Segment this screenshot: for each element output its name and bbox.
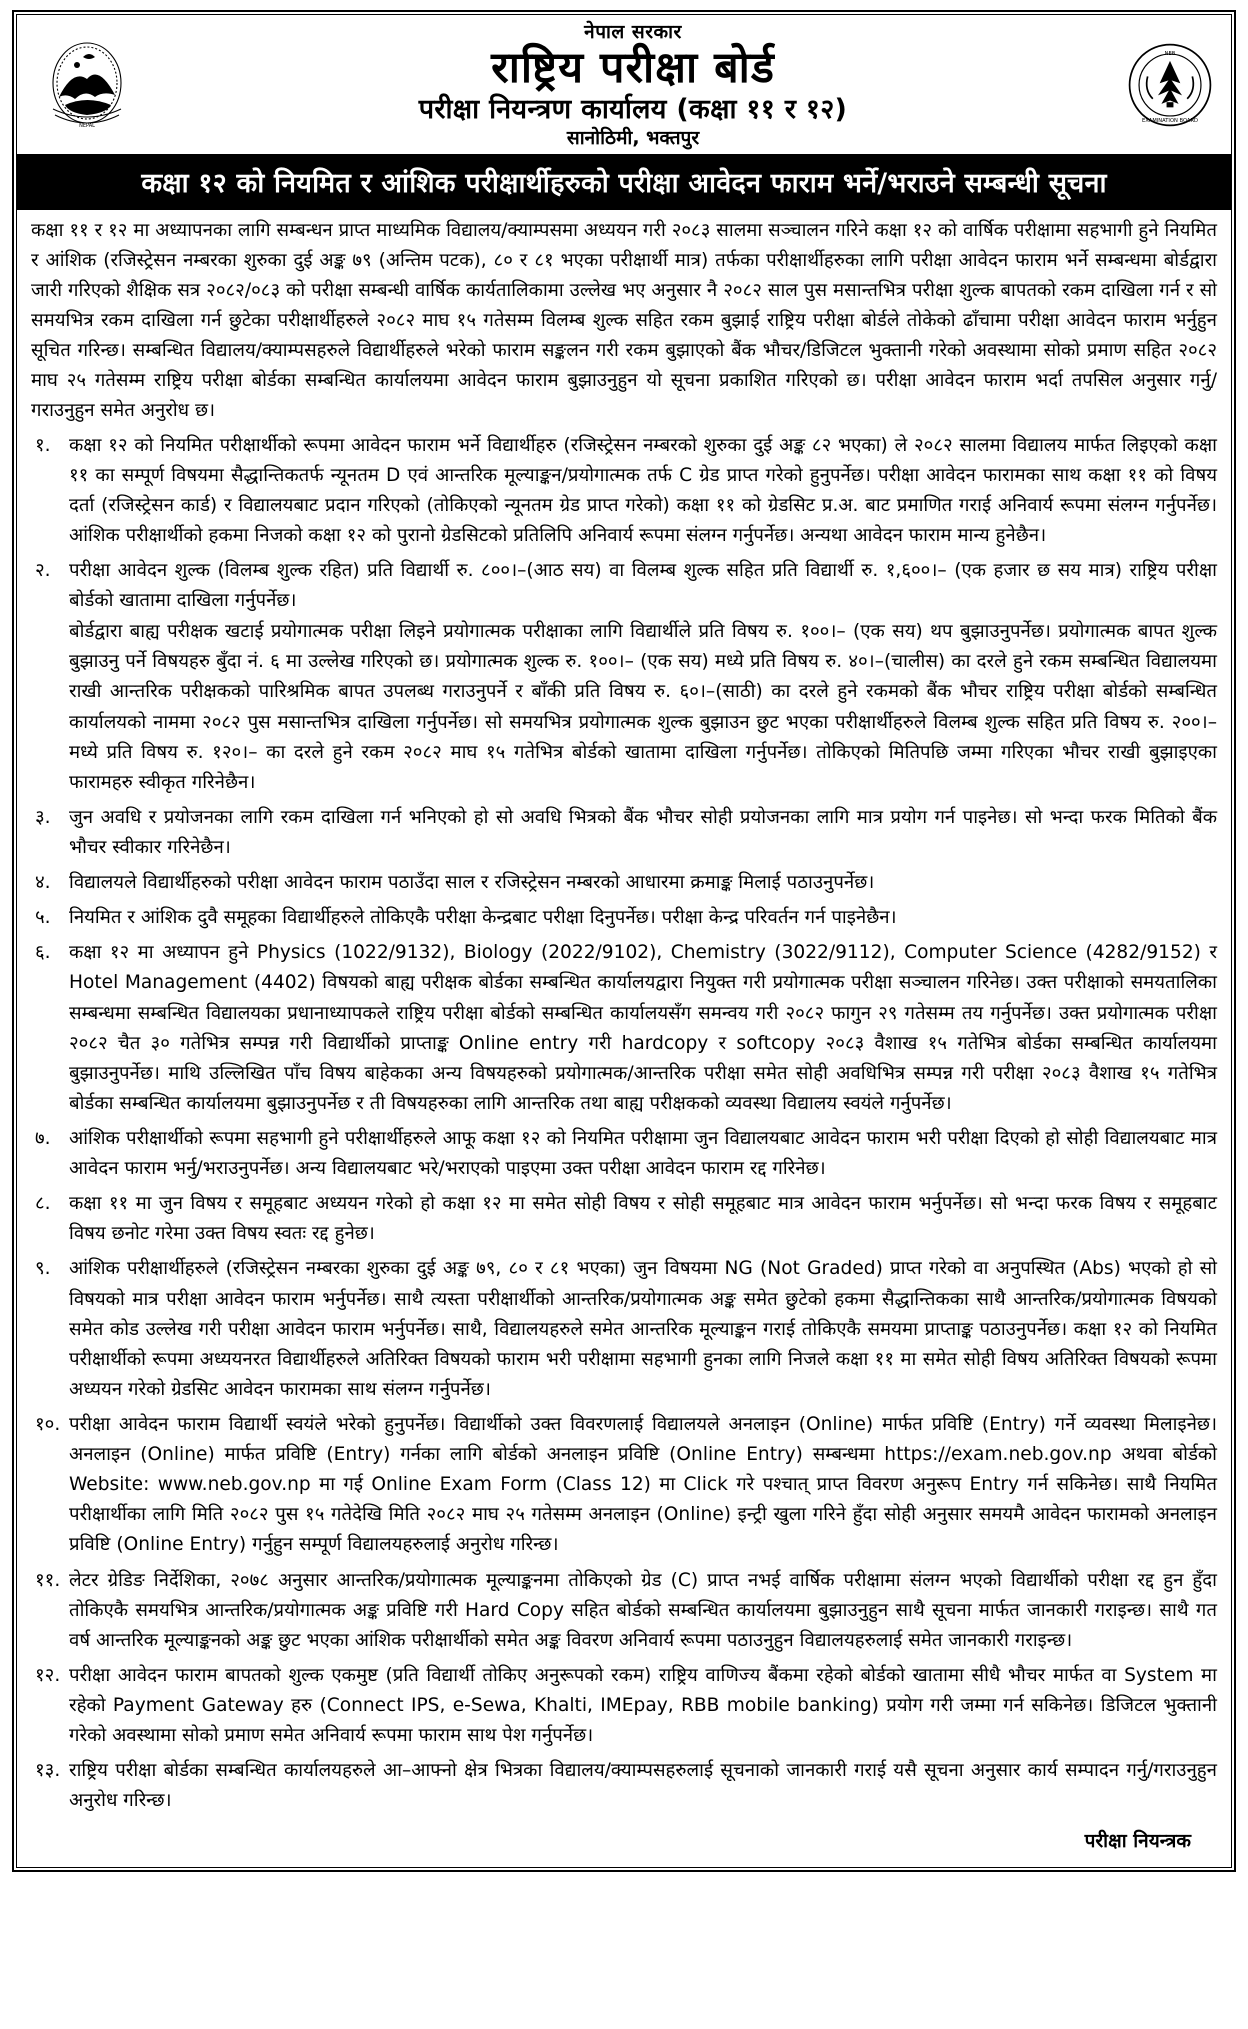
clause-paragraph: बोर्डद्वारा बाह्य परीक्षक खटाई प्रयोगात्मक परीक्षा लिइने प्रयोगात्मक परीक्षाका लागि विद्यार्थीले प्रति विषय रु. १००।– (एक सय) थप बुझाउनुपर्नेछ। प्रयोगात्मक बापत शुल्क बुझाउनु पर्ने विषयहरु बुँदा नं. ६ मा उल्लेख गरिएको छ। प्रयोगात्मक शुल्क रु. १००।– (एक सय) मध्ये प्रति विषय रु. ४०।–(चालीस) का दरले हुने रकम सम्बन्धित विद्यालयमा राखी आन्तरिक परीक्षकको पारिश्रमिक बापत उपलब्ध गराउनुपर्ने र बाँकी प्रति विषय रु. ६०।–(साठी) का दरले हुने रकमको बैंक भौचर राष्ट्रिय परीक्षा बोर्डको सम्बन्धित कार्यालयको नाममा २०८२ पुस मसान्तभित्र दाखिला गर्नुपर्नेछ। सो समयभित्र प्रयोगात्मक शुल्क बुझाउन छुट भएका परीक्षार्थीहरुले विलम्ब शुल्क सहित प्रति विषय रु. २००।– मध्ये प्रति विषय रु. १२०।– का दरले हुने रकम २०८२ माघ १५ गतेभित्र बोर्डको खातामा दाखिला गर्नुपर्नेछ। तोकिएको मितिपछि जम्मा गरिएका भौचर राखी बुझाइएका फारामहरु स्वीकृत गरिनेछैन। [69,621,1217,793]
notice-clause [31,868,1217,899]
nepal-government-emblem-icon [35,33,139,137]
clause-paragraph: कक्षा ११ मा जुन विषय र समूहबाट अध्ययन गरेको हो कक्षा १२ मा समेत सोही विषय र सोही समूहबाट मात्र आवेदन फाराम भर्नुपर्नेछ। सो भन्दा फरक विषय र समूहबाट विषय छनोट गरेमा उक्त विषय स्वतः रद्द हुनेछ। [69,1193,1217,1245]
signature-line: परीक्षा नियन्त्रक [1084,1830,1191,1853]
notice-clause [31,556,1217,799]
notice-clause [31,803,1217,864]
clause-number: १०. [35,1413,61,1435]
clause-text [69,868,1217,899]
svg-text:NEPAL: NEPAL [79,123,95,130]
clause-paragraph: परीक्षा आवेदन फाराम बापतको शुल्क एकमुष्ट (प्रति विद्यार्थी तोकिए अनुरूपको रकम) राष्ट्रिय वाणिज्य बैंकमा रहेको बोर्डको खातामा सीधै भौचर मार्फत वा System मा रहेको Payment Gateway हरु (Connect IPS, e-Sewa, Khalti, IMEpay, RBB mobile banking) प्रयोग गरी जम्मा गर्न सकिनेछ। डिजिटल भुक्तानी गरेको अवस्थामा सोको प्रमाण समेत अनिवार्य रूपमा फाराम साथ पेश गर्नुपर्नेछ। [69,1664,1217,1747]
document-inner-border [16,14,1232,1868]
header-titles [139,21,1127,150]
clause-paragraph: परीक्षा आवेदन फाराम विद्यार्थी स्वयंले भरेको हुनुपर्नेछ। विद्यार्थीको उक्त विवरणलाई विद्यालयले अनलाइन (Online) मार्फत प्रविष्टि (Entry) गर्ने व्यवस्था मिलाइनेछ। अनलाइन (Online) मार्फत प्रविष्टि (Entry) गर्नका लागि बोर्डको अनलाइन प्रविष्टि (Online Entry) सम्बन्धमा https://exam.neb.gov.np अथवा बोर्डको Website: www.neb.gov.np मा गई Online Exam Form (Class 12) मा Click गरे पश्चात् प्राप्त विवरण अनुरूप Entry गर्न सकिनेछ। साथै नियमित परीक्षार्थीका लागि मिति २०८२ पुस १५ गतेदेखि मिति २०८२ माघ २५ गतेसम्म अनलाइन (Online) इन्ट्री खुला गरिने हुँदा सोही अनुसार समयमै आवेदन फारामको अनलाइन प्रविष्टि (Online Entry) गर्नुहुन सम्पूर्ण विद्यालयहरुलाई अनुरोध गरिन्छ। [69,1413,1217,1556]
clause-paragraph: जुन अवधि र प्रयोजनका लागि रकम दाखिला गर्न भनिएको हो सो अवधि भित्रको बैंक भौचर सोही प्रयोजनका लागि मात्र प्रयोग गर्न पाइनेछ। सो भन्दा फरक मितिको बैंक भौचर स्वीकार गरिनेछैन। [69,806,1217,859]
clause-number: १३. [35,1760,61,1782]
government-line: नेपाल सरकार [584,21,682,43]
notice-clause [31,1254,1217,1406]
clause-text [69,903,1217,934]
clause-paragraph: आंशिक परीक्षार्थीको रूपमा सहभागी हुने परीक्षार्थीहरुले आफू कक्षा १२ को नियमित परीक्षामा जुन विद्यालयबाट आवेदन फाराम भरी परीक्षा दिएको हो सोही विद्यालयबाट मात्र आवेदन फाराम भर्नु/भराउनुपर्नेछ। अन्य विद्यालयबाट भरे/भराएको पाइएमा उक्त परीक्षा आवेदन फाराम रद्द गरिनेछ। [69,1128,1217,1180]
notice-clause [31,1661,1217,1752]
clause-number: ५. [35,907,51,929]
office-address: सानोठिमी, भक्तपुर [566,127,700,150]
clause-paragraph: कक्षा १२ को नियमित परीक्षार्थीको रूपमा आवेदन फाराम भर्ने विद्यार्थीहरु (रजिस्ट्रेसन नम्बरको शुरुका दुई अङ्क ८२ भएका) ले २०८२ सालमा विद्यालय मार्फत लिइएको कक्षा ११ का सम्पूर्ण विषयमा सैद्धान्तिकतर्फ न्यूनतम D एवं आन्तरिक मूल्याङ्कन/प्रयोगात्मक तर्फ C ग्रेड प्राप्त गरेको हुनुपर्नेछ। परीक्षा आवेदन फारामका साथ कक्षा ११ को विषय दर्ता (रजिस्ट्रेसन कार्ड) र विद्यालयबाट प्रदान गरिएको (तोकिएको न्यूनतम ग्रेड प्राप्त गरेको) कक्षा ११ को ग्रेडसिट प्र.अ. बाट प्रमाणित गराई अनिवार्य रूपमा संलग्न गर्नुपर्नेछ। आंशिक परीक्षार्थीको हकमा निजको कक्षा १२ को पुरानो ग्रेडसिटको प्रतिलिपि अनिवार्य रूपमा संलग्न गर्नुपर्नेछ। अन्यथा आवेदन फाराम मान्य हुनेछैन। [69,434,1217,546]
intro-paragraph: कक्षा ११ र १२ मा अध्यापनका लागि सम्बन्धन प्राप्त माध्यमिक विद्यालय/क्याम्पसमा अध्ययन गरी २०८३ सालमा सञ्चालन गरिने कक्षा १२ को वार्षिक परीक्षामा सहभागी हुने नियमित र आंशिक (रजिस्ट्रेसन नम्बरका शुरुका दुई अङ्क ७९ (अन्तिम पटक), ८० र ८१ भएका परीक्षार्थी मात्र) तर्फका परीक्षार्थीहरुका लागि परीक्षा आवेदन फाराम भर्ने सम्बन्धमा बोर्डद्वारा जारी गरिएको शैक्षिक सत्र २०८२/०८३ को परीक्षा सम्बन्धी वार्षिक कार्यतालिकामा उल्लेख भए अनुसार नै २०८२ साल पुस मसान्तभित्र परीक्षा शुल्क बापतको रकम दाखिला गर्न र सो समयभित्र रकम दाखिला गर्न छुटेका परीक्षार्थीहरुले २०८२ माघ १५ गतेसम्म विलम्ब शुल्क सहित रकम बुझाई राष्ट्रिय परीक्षा बोर्डले तोकेको ढाँचामा परीक्षा आवेदन फाराम भर्नुहुन सूचित गरिन्छ। सम्बन्धित विद्यालय/क्याम्पसहरुले विद्यार्थीहरुले भरेको फाराम सङ्कलन गरी रकम बुझाएको बैंक भौचर/डिजिटल भुक्तानी गरेको अवस्थामा सोको प्रमाण सहित २०८२ माघ २५ गतेसम्म राष्ट्रिय परीक्षा बोर्डका सम्बन्धित कार्यालयमा आवेदन फाराम बुझाउनुहुन यो सूचना प्रकाशित गरिएको छ। परीक्षा आवेदन फाराम भर्दा तपसिल अनुसार गर्नु/गराउनुहुन समेत अनुरोध छ। [31,219,1217,422]
notice-clause [31,431,1217,552]
notice-clause [31,903,1217,934]
clause-text [69,431,1217,552]
clause-text [69,1189,1217,1250]
clause-text [69,938,1217,1120]
clause-paragraph: आंशिक परीक्षार्थीहरुले (रजिस्ट्रेसन नम्बरका शुरुका दुई अङ्क ७९, ८० र ८१ भएका) जुन विषयमा NG (Not Graded) प्राप्त गरेको वा अनुपस्थित (Abs) भएको हो सो विषयको मात्र परीक्षा आवेदन फाराम भर्नुपर्नेछ। साथै त्यस्ता परीक्षार्थीको आन्तरिक/प्रयोगात्मक अङ्क समेत छुटेको हकमा सैद्धान्तिकका साथै आन्तरिक/प्रयोगात्मक विषयको समेत कोड उल्लेख गरी परीक्षा आवेदन फाराम भर्नुपर्नेछ। साथै, विद्यालयहरुले समेत आन्तरिक मूल्याङ्कन गराई तोकिएकै समयमा प्राप्ताङ्क पठाउनुपर्नेछ। कक्षा १२ को नियमित परीक्षार्थीको रूपमा अध्ययनरत विद्यार्थीहरुले अतिरिक्त विषयको फाराम भरी परीक्षामा सहभागी हुनका लागि निजले कक्षा ११ मा समेत सोही विषय अतिरिक्त विषयको रूपमा अध्ययन गरेको ग्रेडसिट आवेदन फारामका साथ संलग्न गर्नुपर्नेछ। [69,1258,1217,1400]
clause-number: ११. [35,1569,61,1591]
clause-number: २. [35,560,51,582]
clause-text [69,803,1217,864]
notice-clause [31,1756,1217,1817]
board-name: राष्ट्रिय परीक्षा बोर्ड [491,43,775,94]
clause-number: १. [35,434,51,456]
clause-text [69,556,1217,799]
clause-text [69,1254,1217,1406]
notice-clause [31,1189,1217,1250]
notice-clause [31,1410,1217,1562]
clause-paragraph: लेटर ग्रेडिङ निर्देशिका, २०७८ अनुसार आन्तरिक/प्रयोगात्मक मूल्याङ्कनमा तोकिएको ग्रेड (C) प्राप्त नभई वार्षिक परीक्षामा संलग्न भएको विद्यार्थीको परीक्षा रद्द हुन हुँदा तोकिएकै समयभित्र आन्तरिक/प्रयोगात्मक अङ्क प्रविष्टि गरी Hard Copy सहित बोर्डको सम्बन्धित कार्यालयमा बुझाउनुहुन साथै सूचना मार्फत जानकारी गराइन्छ। साथै गत वर्ष आन्तरिक मूल्याङ्कनको अङ्क छुट भएका आंशिक परीक्षार्थीको समेत अङ्क विवरण अनिवार्य रूपमा पठाउनुहुन विद्यालयहरुलाई समेत जानकारी गराइन्छ। [69,1569,1217,1651]
document-header [17,15,1231,155]
clause-number: ६. [35,942,51,964]
clause-text [69,1410,1217,1562]
clause-number: ८. [35,1193,51,1215]
clause-text [69,1566,1217,1657]
notice-title-bar: कक्षा १२ को नियमित र आंशिक परीक्षार्थीहरुको परीक्षा आवेदन फाराम भर्ने/भराउने सम्बन्धी सूचना [17,155,1231,210]
notice-clause [31,1566,1217,1657]
notice-clause [31,938,1217,1120]
clause-number: १२. [35,1664,61,1686]
office-name: परीक्षा नियन्त्रण कार्यालय (कक्षा ११ र १२) [418,93,848,125]
clause-text [69,1756,1217,1817]
clause-paragraph: विद्यालयले विद्यार्थीहरुको परीक्षा आवेदन फाराम पठाउँदा साल र रजिस्ट्रेसन नम्बरको आधारमा क्रमाङ्क मिलाई पठाउनुपर्नेछ। [69,872,875,894]
notice-clause-list [31,431,1217,1818]
clause-number: ७. [35,1128,51,1149]
clause-number: ३. [35,806,51,828]
svg-text:EXAMINATION BOARD: EXAMINATION BOARD [1142,118,1198,125]
clause-paragraph: राष्ट्रिय परीक्षा बोर्डका सम्बन्धित कार्यालयहरुले आ–आफ्नो क्षेत्र भित्रका विद्यालय/क्याम्पसहरुलाई सूचनाको जानकारी गराई यसै सूचना अनुसार कार्य सम्पादन गर्नु/गराउनुहुन अनुरोध गरिन्छ। [69,1760,1217,1812]
svg-text:NEB: NEB [1164,51,1176,58]
notice-body [17,210,1231,1868]
national-examination-board-seal-icon [1127,42,1213,128]
document-outer-border [12,10,1236,1872]
clause-number: ४. [35,872,51,894]
clause-text [69,1661,1217,1752]
notice-clause [31,1124,1217,1185]
clause-text [69,1124,1217,1185]
clause-paragraph: परीक्षा आवेदन शुल्क (विलम्ब शुल्क रहित) प्रति विद्यार्थी रु. ८००।–(आठ सय) वा विलम्ब शुल्क सहित प्रति विद्यार्थी रु. १,६००।– (एक हजार छ सय मात्र) राष्ट्रिय परीक्षा बोर्डको खातामा दाखिला गर्नुपर्नेछ। [69,560,1217,612]
clause-paragraph: कक्षा १२ मा अध्यापन हुने Physics (1022/9132), Biology (2022/9102), Chemistry (3022/9112), Computer Science (4282/9152) र Hotel Management (4402) विषयको बाह्य परीक्षक बोर्डका सम्बन्धित कार्यालयद्वारा नियुक्त गरी प्रयोगात्मक परीक्षा सञ्चालन गरिनेछ। उक्त परीक्षाको समयतालिका सम्बन्धमा सम्बन्धित विद्यालयका प्रधानाध्यापकले राष्ट्रिय परीक्षा बोर्डको सम्बन्धित कार्यालयसँग समन्वय गरी २०८२ फागुन २९ गतेसम्म तय गर्नुपर्नेछ। उक्त प्रयोगात्मक परीक्षा २०८२ चैत ३० गतेभित्र सम्पन्न गरी विद्यार्थीको प्राप्ताङ्क Online entry गरी hardcopy र softcopy २०८३ वैशाख १५ गतेभित्र बोर्डका सम्बन्धित कार्यालयमा बुझाउनुपर्नेछ। माथि उल्लिखित पाँच विषय बाहेकका अन्य विषयहरुको प्रयोगात्मक/आन्तरिक परीक्षा समेत सोही अवधिभित्र सम्पन्न गरी परीक्षा २०८३ वैशाख १५ गतेभित्र बोर्डका सम्बन्धित कार्यालयमा बुझाउनुपर्नेछ र ती विषयहरुका लागि आन्तरिक तथा बाह्य परीक्षकको व्यवस्था विद्यालय स्वयंले गर्नुपर्नेछ। [69,942,1217,1114]
clause-number: ९. [35,1258,51,1280]
clause-paragraph: नियमित र आंशिक दुवै समूहका विद्यार्थीहरुले तोकिएकै परीक्षा केन्द्रबाट परीक्षा दिनुपर्नेछ। परीक्षा केन्द्र परिवर्तन गर्न पाइनेछैन। [69,907,897,929]
